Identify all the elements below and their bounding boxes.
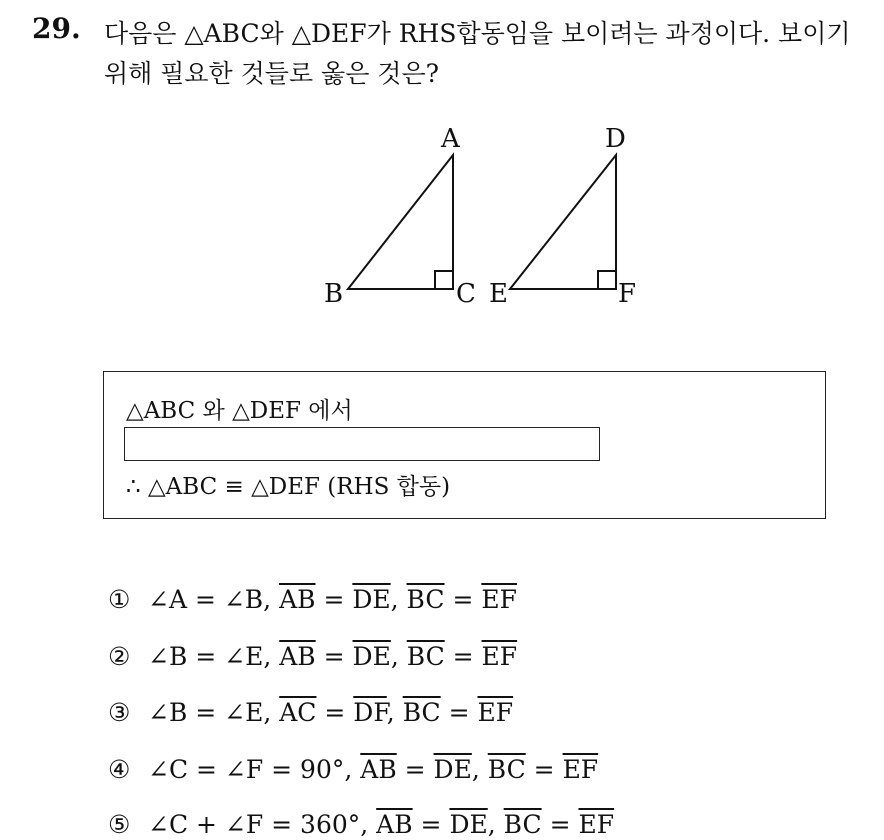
option-number-mark: ③ (108, 698, 131, 727)
answer-option-1[interactable] (108, 585, 517, 614)
option-text: = (315, 585, 353, 614)
segment-label: $\overline{BC}$ (402, 698, 441, 727)
segment-label: $\overline{DE}$ (352, 585, 391, 614)
option-text: ∠B = ∠E, (148, 642, 280, 671)
option-number-mark: ② (108, 642, 131, 671)
segment-label: $\overline{BC}$ (487, 755, 526, 784)
question-text-line-2: 위해 필요한 것들로 옳은 것은? (104, 59, 439, 88)
option-text: ∠A = ∠B, (148, 585, 280, 614)
option-text: = (315, 642, 353, 671)
option-text: = (440, 698, 478, 727)
answer-option-5[interactable] (108, 810, 614, 839)
vertex-label-c: C (456, 279, 476, 309)
option-text: , (390, 642, 407, 671)
segment-label: $\overline{AC}$ (279, 698, 317, 727)
segment-label: $\overline{BC}$ (406, 585, 445, 614)
option-number-mark: ⑤ (108, 810, 131, 839)
option-text: = (525, 755, 563, 784)
triangle-abc (348, 155, 453, 289)
option-text: = (444, 642, 482, 671)
answer-option-2[interactable] (108, 642, 517, 671)
option-text: = (412, 810, 450, 839)
option-text: ∠C + ∠F = 360°, (148, 810, 377, 839)
proof-box (103, 371, 826, 519)
segment-label: $\overline{EF}$ (562, 755, 599, 784)
option-text: , (390, 585, 407, 614)
triangle-def (510, 155, 616, 289)
vertex-label-e: E (489, 279, 508, 309)
vertex-label-b: B (324, 279, 344, 309)
option-text: = (316, 698, 354, 727)
right-angle-mark-f (598, 271, 616, 289)
vertex-label-d: D (605, 124, 626, 154)
question-text-line-1: 다음은 △ABC와 △DEF가 RHS합동임을 보이려는 과정이다. 보이기 (104, 19, 851, 48)
segment-label: $\overline{AB}$ (279, 585, 316, 614)
segment-label: $\overline{DE}$ (449, 810, 488, 839)
segment-label: $\overline{BC}$ (503, 810, 542, 839)
option-text: ∠B = ∠E, (148, 698, 280, 727)
option-number-mark: ① (108, 585, 131, 614)
vertex-label-a: A (441, 124, 460, 154)
option-text: , (487, 810, 504, 839)
option-text: , (471, 755, 488, 784)
option-text: = (541, 810, 579, 839)
segment-label: $\overline{EF}$ (477, 698, 514, 727)
triangle-figure (0, 0, 884, 340)
answer-option-3[interactable] (108, 698, 513, 727)
proof-conclusion: ∴ △ABC ≡ △DEF (RHS 합동) (126, 474, 451, 500)
option-text: = (396, 755, 434, 784)
right-angle-mark-c (435, 271, 453, 289)
segment-label: $\overline{DE}$ (433, 755, 472, 784)
segment-label: $\overline{AB}$ (376, 810, 413, 839)
segment-label: $\overline{EF}$ (481, 585, 517, 614)
segment-label: $\overline{BC}$ (406, 642, 445, 671)
option-text: , (386, 698, 403, 727)
option-number-mark: ④ (108, 755, 131, 784)
option-text: = (444, 585, 482, 614)
segment-label: $\overline{DE}$ (352, 642, 391, 671)
vertex-label-f: F (618, 279, 637, 309)
segment-label: $\overline{AB}$ (279, 642, 316, 671)
segment-label: $\overline{EF}$ (578, 810, 615, 839)
option-text: ∠C = ∠F = 90°, (148, 755, 361, 784)
question-number: 29. (32, 12, 81, 45)
segment-label: $\overline{DF}$ (353, 698, 387, 727)
proof-line-1: △ABC 와 △DEF 에서 (126, 398, 353, 424)
segment-label: $\overline{AB}$ (360, 755, 397, 784)
segment-label: $\overline{EF}$ (481, 642, 518, 671)
answer-option-4[interactable] (108, 755, 598, 784)
proof-blank (124, 427, 600, 461)
